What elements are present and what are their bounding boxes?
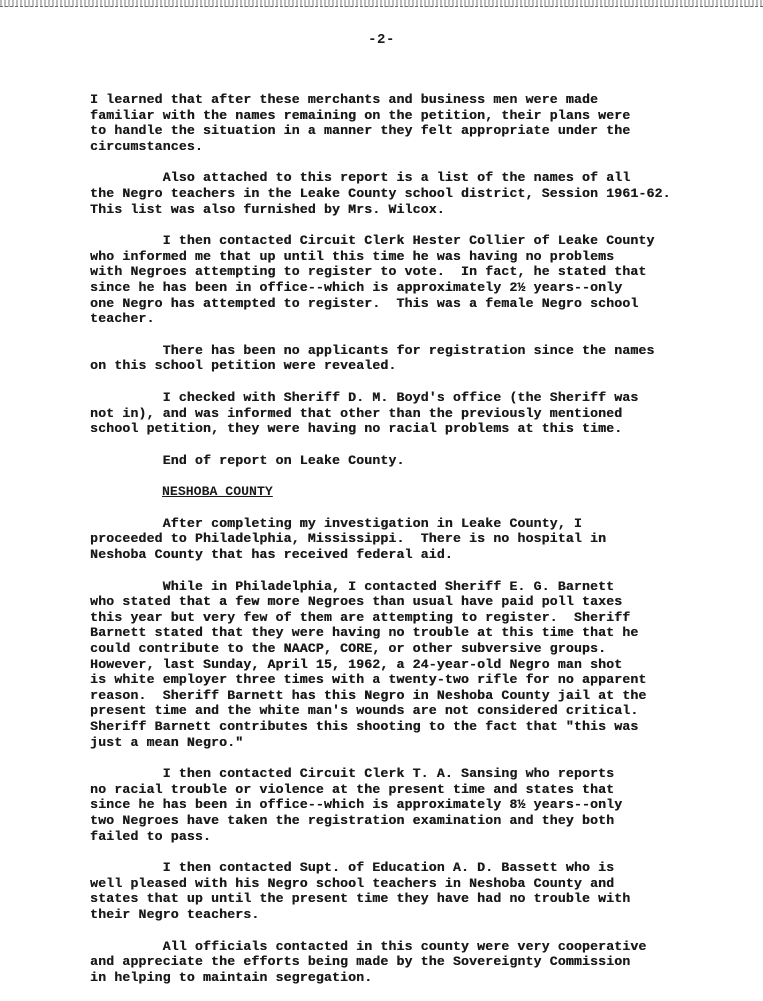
paragraph-supt-bassett bbox=[90, 860, 745, 922]
text-line: not in), and was informed that other than the previously mentioned bbox=[90, 405, 623, 421]
text-line: I learned that after these merchants and business men were made bbox=[90, 92, 599, 107]
paragraph-philadelphia bbox=[90, 516, 745, 563]
text-line: is white employer three times with a twenty-two rifle for no apparent bbox=[90, 672, 647, 688]
text-line: Barnett stated that they were having no trouble at this time that he bbox=[90, 625, 639, 641]
document-body bbox=[90, 92, 745, 1001]
page-number: -2- bbox=[368, 32, 395, 48]
paragraph-circuit-clerk-sansing bbox=[90, 766, 745, 844]
text-line: could contribute to the NAACP, CORE, or other subversive groups. bbox=[90, 641, 607, 657]
text-line: since he has been in office--which is approximately 8½ years--only bbox=[90, 797, 623, 813]
paragraph-end-leake bbox=[90, 453, 745, 469]
text-line: I then contacted Supt. of Education A. D. Bassett who is bbox=[90, 860, 615, 876]
text-line: Sheriff Barnett contributes this shooting to the fact that "this was bbox=[90, 719, 639, 734]
text-line: states that up until the present time they have had no trouble with bbox=[90, 891, 631, 907]
text-line: Neshoba County that has received federal aid. bbox=[90, 547, 453, 563]
text-line: All officials contacted in this county were very cooperative bbox=[90, 938, 647, 954]
text-line: just a mean Negro." bbox=[90, 734, 244, 750]
text-line: present time and the white man's wounds are not considered critical. bbox=[90, 703, 639, 719]
text-line: one Negro has attempted to register. This was a female Negro school bbox=[90, 295, 639, 311]
text-line: I then contacted Circuit Clerk T. A. Sansing who reports bbox=[90, 766, 615, 782]
text-line: Also attached to this report is a list of the names of all bbox=[90, 170, 631, 186]
text-line: their Negro teachers. bbox=[90, 906, 260, 922]
text-line: circumstances. bbox=[90, 138, 203, 154]
text-line: reason. Sheriff Barnett has this Negro in Neshoba County jail at the bbox=[90, 687, 647, 703]
text-line: since he has been in office--which is approximately 2½ years--only bbox=[90, 279, 623, 295]
paragraph-officials bbox=[90, 939, 745, 986]
paragraph-teacher-list bbox=[90, 170, 745, 217]
text-line: this year but very few of them are attempting to register. Sheriff bbox=[90, 609, 631, 625]
text-line: in helping to maintain segregation. bbox=[90, 969, 373, 985]
paragraph-circuit-clerk-collier bbox=[90, 233, 745, 327]
paragraph-sheriff-barnett bbox=[90, 579, 745, 751]
text-line: proceeded to Philadelphia, Mississippi. There is no hospital in bbox=[90, 531, 607, 547]
text-line: However, last Sunday, April 15, 1962, a 24-year-old Negro man shot bbox=[90, 656, 623, 672]
text-line: and appreciate the efforts being made by the Sovereignty Commission bbox=[90, 954, 631, 970]
text-line: familiar with the names remaining on the petition, their plans were bbox=[90, 107, 631, 123]
text-line: failed to pass. bbox=[90, 828, 211, 844]
text-line: This list was also furnished by Mrs. Wilcox. bbox=[90, 201, 445, 217]
text-line: After completing my investigation in Leake County, I bbox=[90, 515, 582, 531]
section-heading-neshoba-county: NESHOBA COUNTY bbox=[162, 484, 273, 500]
paragraph-merchants bbox=[90, 92, 745, 154]
text-line: well pleased with his Negro school teachers in Neshoba County and bbox=[90, 875, 615, 891]
neshoba-county-section bbox=[90, 516, 745, 985]
text-line: There has been no applicants for registration since the names bbox=[90, 342, 655, 358]
page-top-edge bbox=[0, 0, 763, 7]
text-line: with Negroes attempting to register to vote. In fact, he stated that bbox=[90, 264, 647, 280]
paragraph-no-applicants bbox=[90, 343, 745, 374]
text-line: two Negroes have taken the registration examination and they both bbox=[90, 812, 615, 828]
text-line: who informed me that up until this time he was having no problems bbox=[90, 248, 615, 264]
text-line: While in Philadelphia, I contacted Sheriff E. G. Barnett bbox=[90, 578, 615, 594]
text-line: the Negro teachers in the Leake County school district, Session 1961-62. bbox=[90, 185, 671, 201]
leake-county-section bbox=[90, 92, 745, 468]
text-line: no racial trouble or violence at the present time and states that bbox=[90, 781, 615, 797]
text-line: school petition, they were having no racial problems at this time. bbox=[90, 421, 623, 437]
text-line: who stated that a few more Negroes than usual have paid poll taxes bbox=[90, 594, 623, 610]
text-line: to handle the situation in a manner they felt appropriate under the bbox=[90, 123, 631, 139]
paragraph-sheriff-boyd bbox=[90, 390, 745, 437]
text-line: I checked with Sheriff D. M. Boyd's office (the Sheriff was bbox=[90, 389, 639, 405]
text-line: teacher. bbox=[90, 311, 155, 327]
text-line: on this school petition were revealed. bbox=[90, 358, 397, 374]
text-line: I then contacted Circuit Clerk Hester Collier of Leake County bbox=[90, 233, 655, 249]
text-line: End of report on Leake County. bbox=[90, 452, 405, 468]
